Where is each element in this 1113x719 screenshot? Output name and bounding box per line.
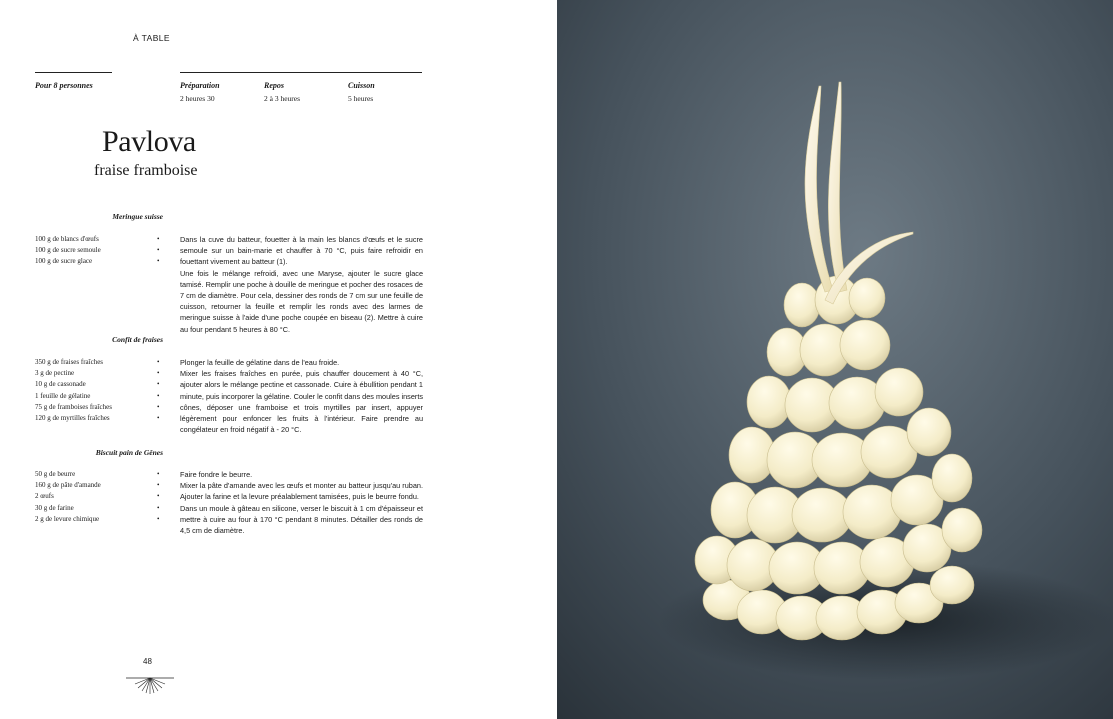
steps-confit [180, 357, 423, 435]
step-paragraph: Mixer la pâte d'amande avec les œufs et monter au batteur jusqu'au ruban. Ajouter la farine et la levure préalablement tamisées, puis le beurre fondu. [180, 481, 423, 502]
ingredient-item: 30 g de farine [35, 503, 74, 512]
ingredient-item: 2 g de levure chimique [35, 514, 100, 523]
prep-label: Préparation [180, 81, 220, 90]
ingredient-list [35, 234, 155, 268]
ingredient-item: 100 g de blancs d'œufs [35, 235, 99, 243]
ingredient-item: 120 g de myrtilles fraîches [35, 414, 110, 423]
bullet-column: • • • • • [157, 470, 160, 523]
ingredient-item: 1 feuille de gélatine [35, 391, 91, 400]
pavlova-photo-image [557, 0, 1113, 719]
step-paragraph: Une fois le mélange refroidi, avec une Maryse, ajouter le sucre glace tamisé. Remplir une poche à douille de meringue et pocher des rosaces de 7 cm de diamètre. Pour cela, dessiner des ronds de 7 cm sur une feuille de cuisson, retourner la feuille et remplir les ronds avec des larmes de meringue suisse à l'aide d'une poche coupée en biseau (2). Mettre à cuire au four pendant 5 heures à 80 °C. [180, 268, 423, 334]
ingredient-list [35, 469, 155, 525]
dessert-photo [557, 0, 1113, 719]
ingredient-item: 75 g de framboises fraîches [35, 402, 112, 411]
ingredient-item: 100 g de sucre semoule [35, 246, 101, 255]
section-title-meringue: Meringue suisse [112, 212, 163, 221]
steps-meringue [180, 234, 423, 335]
page-number: 48 [143, 657, 152, 666]
ingredient-item: 100 g de sucre glace [35, 257, 93, 266]
step-paragraph: Dans un moule à gâteau en silicone, verser le biscuit à 1 cm d'épaisseur et mettre à cuire au four à 170 °C pendant 8 minutes. Détailler des ronds de 4,5 cm de diamètre. [180, 503, 423, 536]
ingredient-item: 350 g de fraises fraîches [35, 358, 104, 366]
section-title-biscuit: Biscuit pain de Gênes [95, 448, 163, 457]
step-paragraph: Dans la cuve du batteur, fouetter à la main les blancs d'œufs et le sucre semoule sur un bain-marie et chauffer à 70 °C, puis faire refroidir en fouettant vivement au batteur (1). [180, 235, 423, 267]
recipe-subtitle: fraise framboise [94, 162, 198, 179]
section-title-confit: Confit de fraises [112, 335, 163, 344]
step-paragraph: Plonger la feuille de gélatine dans de l'eau froide. [180, 358, 340, 367]
ingredient-list [35, 357, 155, 424]
divider-timing [180, 72, 422, 73]
rest-label: Repos [264, 81, 284, 90]
section-header: À TABLE [133, 33, 170, 43]
prep-value: 2 heures 30 [180, 94, 215, 103]
ingredient-item: 3 g de pectine [35, 369, 75, 378]
sunburst-ornament-icon [124, 674, 176, 698]
ingredient-item: 10 g de cassonade [35, 380, 86, 389]
steps-biscuit [180, 469, 423, 536]
bullet-column: • • • • • • [157, 358, 160, 423]
bullet-column: • • • [157, 235, 160, 266]
cook-value: 5 heures [348, 94, 374, 103]
ingredient-item: 50 g de beurre [35, 470, 76, 478]
recipe-title: Pavlova [102, 125, 196, 158]
step-paragraph: Faire fondre le beurre. [180, 470, 253, 479]
ingredient-item: 160 g de pâte d'amande [35, 481, 101, 490]
ingredient-item: 2 œufs [35, 492, 54, 501]
cook-label: Cuisson [348, 81, 375, 90]
step-paragraph: Mixer les fraises fraîches en purée, puis chauffer doucement à 40 °C, ajouter alors le mélange pectine et cassonade. Cuire à ébullition pendant 1 minute, puis incorporer la gélatine. Couler le confit dans des moules inserts cônes, déposer une framboise et trois myrtilles par insert, appuyer légèrement pour enfoncer les fruits à l'intérieur. Faire prendre au congélateur en froid négatif à - 20 °C. [180, 369, 423, 435]
divider-servings [35, 72, 112, 73]
servings-label: Pour 8 personnes [35, 81, 93, 90]
rest-value: 2 à 3 heures [264, 94, 301, 103]
